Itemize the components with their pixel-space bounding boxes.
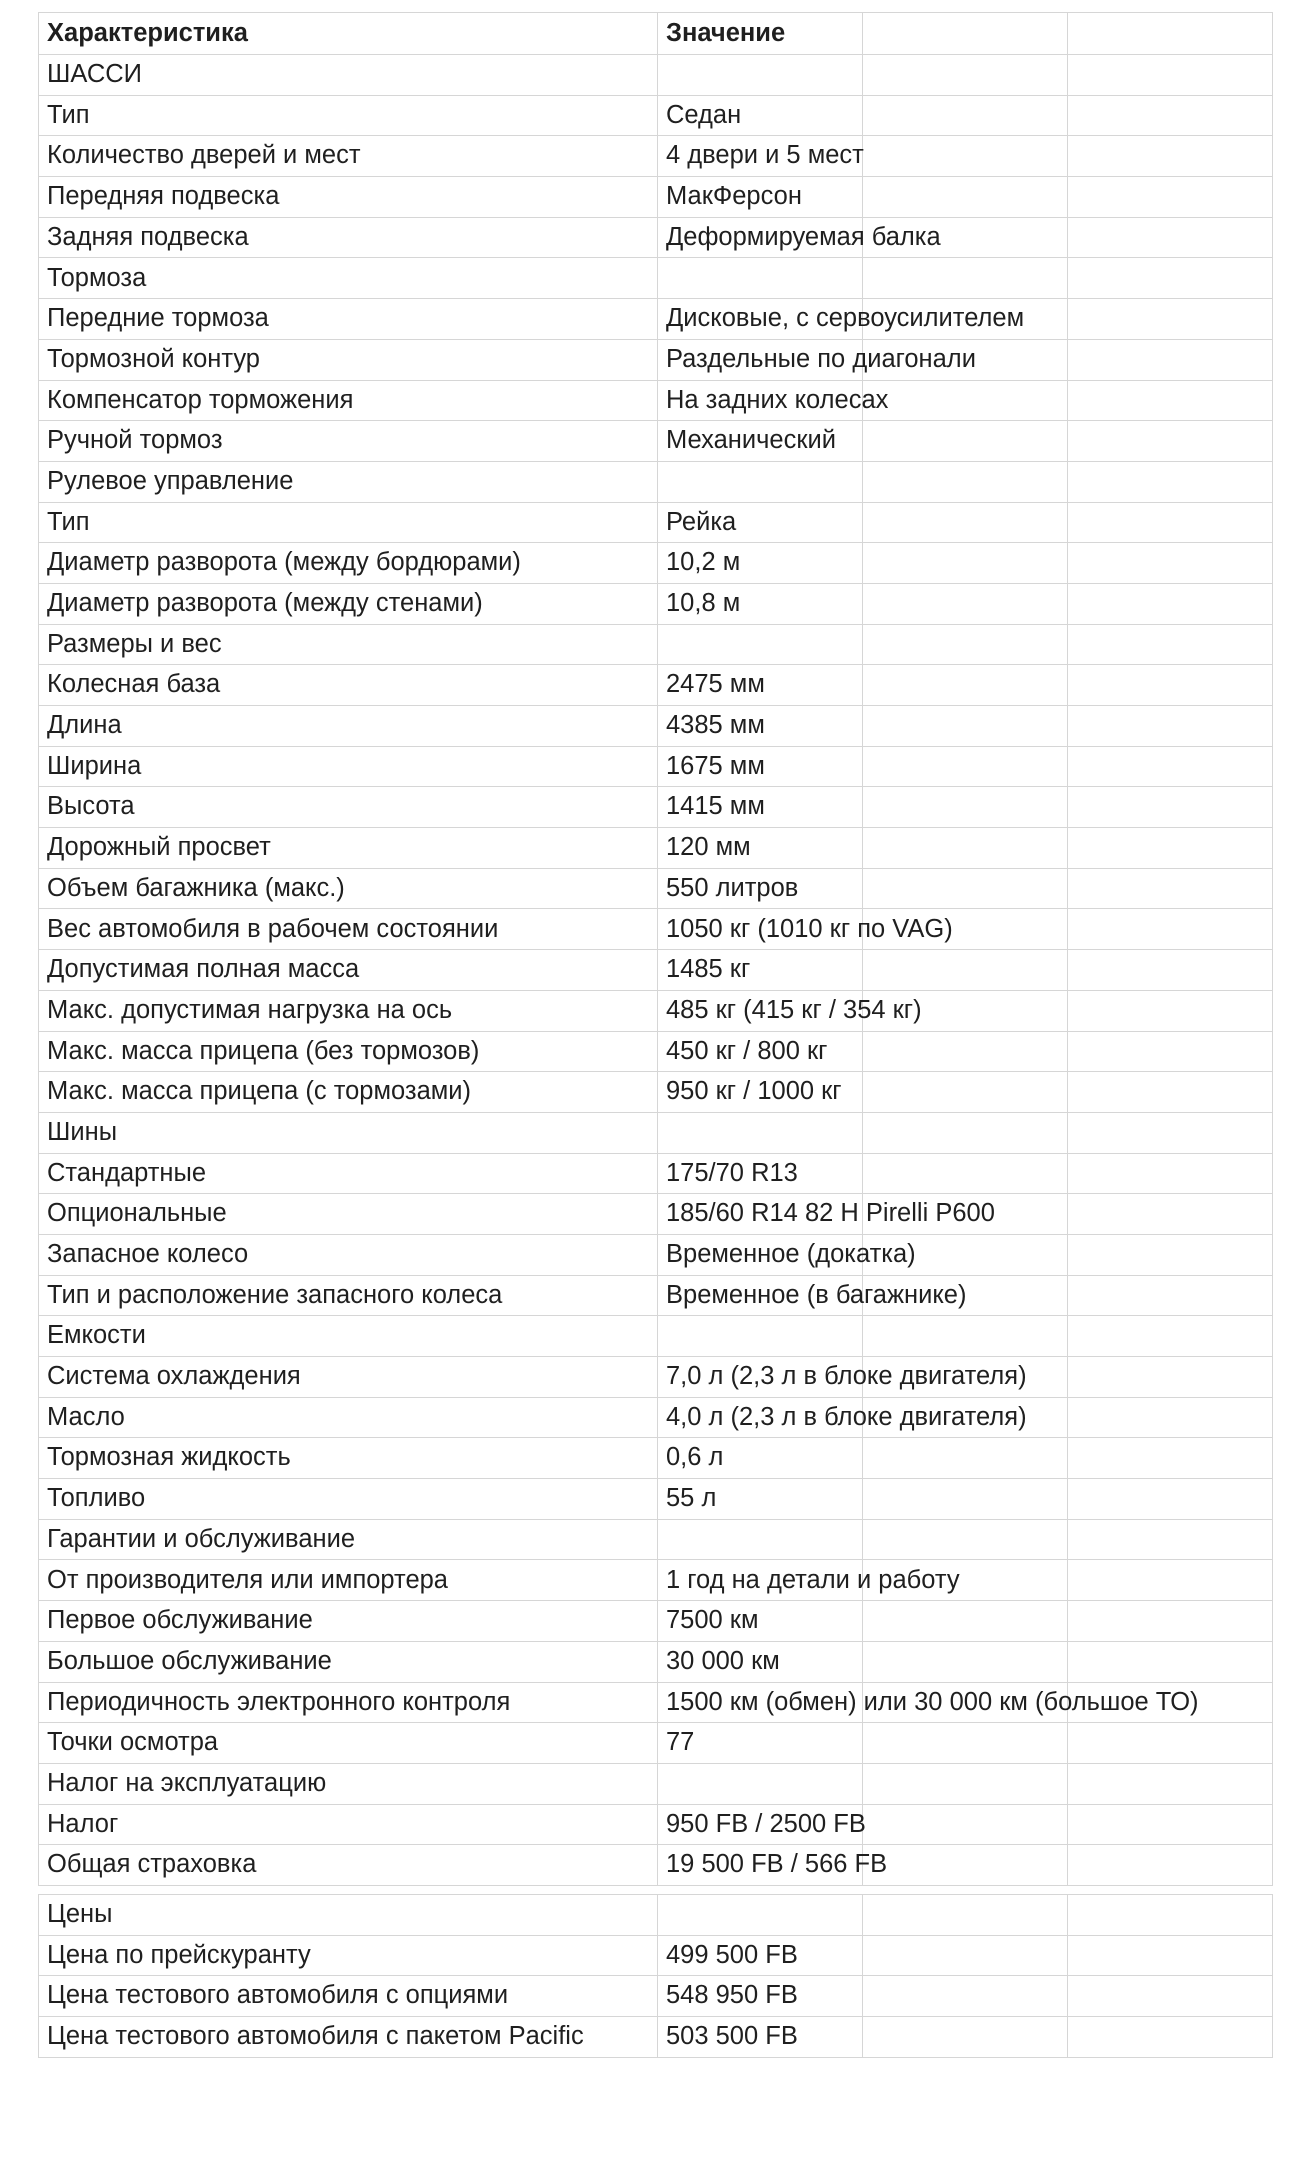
cell-value[interactable]: 4 двери и 5 мест bbox=[658, 136, 863, 177]
empty-cell[interactable] bbox=[1068, 299, 1273, 340]
cell-characteristic[interactable]: Длина bbox=[39, 706, 658, 747]
cell-characteristic[interactable]: Первое обслуживание bbox=[39, 1601, 658, 1642]
cell-characteristic[interactable]: Вес автомобиля в рабочем состоянии bbox=[39, 909, 658, 950]
empty-cell[interactable] bbox=[863, 55, 1068, 96]
empty-cell[interactable] bbox=[863, 787, 1068, 828]
cell-value[interactable]: 7,0 л (2,3 л в блоке двигателя) bbox=[658, 1357, 863, 1398]
empty-cell[interactable] bbox=[1068, 2017, 1273, 2058]
cell-characteristic[interactable]: Тип bbox=[39, 502, 658, 543]
empty-cell[interactable] bbox=[863, 1601, 1068, 1642]
cell-value[interactable]: 485 кг (415 кг / 354 кг) bbox=[658, 990, 863, 1031]
empty-cell[interactable] bbox=[1068, 1641, 1273, 1682]
cell-characteristic[interactable]: Ручной тормоз bbox=[39, 421, 658, 462]
cell-characteristic[interactable]: Общая страховка bbox=[39, 1845, 658, 1886]
empty-cell[interactable] bbox=[863, 543, 1068, 584]
empty-cell[interactable] bbox=[863, 665, 1068, 706]
cell-value[interactable]: 499 500 FB bbox=[658, 1935, 863, 1976]
table-row bbox=[39, 136, 1273, 177]
table-row bbox=[39, 1804, 1273, 1845]
cell-characteristic[interactable]: Колесная база bbox=[39, 665, 658, 706]
cell-characteristic[interactable]: Тип и расположение запасного колеса bbox=[39, 1275, 658, 1316]
empty-cell[interactable] bbox=[1068, 1935, 1273, 1976]
cell-characteristic[interactable]: Тип bbox=[39, 95, 658, 136]
table-row bbox=[39, 1763, 1273, 1804]
table-row bbox=[39, 1894, 1273, 1935]
cell-characteristic[interactable]: Налог на эксплуатацию bbox=[39, 1763, 658, 1804]
cell-characteristic[interactable]: Опциональные bbox=[39, 1194, 658, 1235]
cell-value[interactable]: 4,0 л (2,3 л в блоке двигателя) bbox=[658, 1397, 863, 1438]
table-row bbox=[39, 746, 1273, 787]
empty-cell[interactable] bbox=[1068, 177, 1273, 218]
cell-characteristic[interactable]: Тормоза bbox=[39, 258, 658, 299]
table-gap bbox=[38, 1886, 1272, 1894]
empty-cell[interactable] bbox=[1068, 1153, 1273, 1194]
empty-cell[interactable] bbox=[863, 1845, 1068, 1886]
empty-cell[interactable] bbox=[1068, 950, 1273, 991]
cell-characteristic[interactable]: Ширина bbox=[39, 746, 658, 787]
table-row bbox=[39, 2017, 1273, 2058]
cell-value[interactable]: Седан bbox=[658, 95, 863, 136]
table-row bbox=[39, 1845, 1273, 1886]
empty-cell[interactable] bbox=[1068, 868, 1273, 909]
table-row bbox=[39, 1601, 1273, 1642]
cell-characteristic[interactable]: Стандартные bbox=[39, 1153, 658, 1194]
table-row bbox=[39, 1438, 1273, 1479]
empty-cell[interactable] bbox=[1068, 1316, 1273, 1357]
empty-cell[interactable] bbox=[863, 583, 1068, 624]
empty-cell[interactable] bbox=[863, 1112, 1068, 1153]
cell-characteristic[interactable]: Размеры и вес bbox=[39, 624, 658, 665]
cell-characteristic[interactable]: Гарантии и обслуживание bbox=[39, 1519, 658, 1560]
cell-characteristic[interactable]: Налог bbox=[39, 1804, 658, 1845]
price-table-body bbox=[39, 1894, 1273, 2057]
empty-cell[interactable] bbox=[1068, 1031, 1273, 1072]
empty-cell[interactable] bbox=[1068, 624, 1273, 665]
empty-cell[interactable] bbox=[863, 1153, 1068, 1194]
cell-value[interactable]: 55 л bbox=[658, 1479, 863, 1520]
table-row bbox=[39, 421, 1273, 462]
table-row bbox=[39, 583, 1273, 624]
cell-value[interactable]: 1415 мм bbox=[658, 787, 863, 828]
cell-characteristic[interactable]: Точки осмотра bbox=[39, 1723, 658, 1764]
table-row bbox=[39, 787, 1273, 828]
cell-value[interactable]: 1485 кг bbox=[658, 950, 863, 991]
cell-characteristic[interactable]: Цены bbox=[39, 1894, 658, 1935]
table-row bbox=[39, 339, 1273, 380]
cell-value[interactable]: 1050 кг (1010 кг по VAG) bbox=[658, 909, 863, 950]
empty-cell[interactable] bbox=[863, 1976, 1068, 2017]
cell-characteristic[interactable]: Количество дверей и мест bbox=[39, 136, 658, 177]
empty-cell[interactable] bbox=[1068, 1763, 1273, 1804]
cell-value[interactable]: 1 год на детали и работу bbox=[658, 1560, 863, 1601]
table-row bbox=[39, 1976, 1273, 2017]
table-row bbox=[39, 543, 1273, 584]
table-row bbox=[39, 828, 1273, 869]
table-row bbox=[39, 1194, 1273, 1235]
table-row bbox=[39, 1641, 1273, 1682]
empty-cell[interactable] bbox=[863, 136, 1068, 177]
empty-cell[interactable] bbox=[863, 1763, 1068, 1804]
table-row bbox=[39, 461, 1273, 502]
cell-value[interactable]: 185/60 R14 82 H Pirelli P600 bbox=[658, 1194, 863, 1235]
cell-value[interactable]: 0,6 л bbox=[658, 1438, 863, 1479]
table-row bbox=[39, 909, 1273, 950]
cell-value[interactable] bbox=[658, 461, 863, 502]
table-row bbox=[39, 1357, 1273, 1398]
table-row bbox=[39, 1397, 1273, 1438]
empty-cell[interactable] bbox=[863, 950, 1068, 991]
cell-characteristic[interactable]: ШАССИ bbox=[39, 55, 658, 96]
empty-cell[interactable] bbox=[863, 1438, 1068, 1479]
cell-value[interactable] bbox=[658, 1894, 863, 1935]
empty-cell[interactable] bbox=[863, 1804, 1068, 1845]
cell-value[interactable]: 10,2 м bbox=[658, 543, 863, 584]
table-row bbox=[39, 1479, 1273, 1520]
cell-value[interactable]: На задних колесах bbox=[658, 380, 863, 421]
cell-value[interactable]: 175/70 R13 bbox=[658, 1153, 863, 1194]
empty-cell[interactable] bbox=[1068, 665, 1273, 706]
empty-cell[interactable] bbox=[1068, 746, 1273, 787]
table-row bbox=[39, 1072, 1273, 1113]
empty-cell[interactable] bbox=[1068, 258, 1273, 299]
cell-value[interactable]: 550 литров bbox=[658, 868, 863, 909]
header-row bbox=[39, 13, 1273, 55]
table-row bbox=[39, 665, 1273, 706]
cell-characteristic[interactable]: Запасное колесо bbox=[39, 1234, 658, 1275]
cell-value[interactable] bbox=[658, 1519, 863, 1560]
empty-cell[interactable] bbox=[863, 2017, 1068, 2058]
cell-value[interactable]: 1675 мм bbox=[658, 746, 863, 787]
empty-cell[interactable] bbox=[1068, 1723, 1273, 1764]
empty-cell[interactable] bbox=[1068, 55, 1273, 96]
cell-characteristic[interactable]: Цена тестового автомобиля с пакетом Pacific bbox=[39, 2017, 658, 2058]
cell-value[interactable] bbox=[658, 1112, 863, 1153]
cell-characteristic[interactable]: Макс. масса прицепа (с тормозами) bbox=[39, 1072, 658, 1113]
table-row bbox=[39, 1519, 1273, 1560]
cell-value[interactable]: 77 bbox=[658, 1723, 863, 1764]
empty-cell[interactable] bbox=[863, 1935, 1068, 1976]
cell-characteristic[interactable]: Компенсатор торможения bbox=[39, 380, 658, 421]
empty-cell[interactable] bbox=[1068, 1275, 1273, 1316]
empty-cell[interactable] bbox=[863, 502, 1068, 543]
empty-cell[interactable] bbox=[863, 1894, 1068, 1935]
empty-cell[interactable] bbox=[863, 461, 1068, 502]
empty-cell[interactable] bbox=[1068, 461, 1273, 502]
table-row bbox=[39, 1275, 1273, 1316]
table-row bbox=[39, 177, 1273, 218]
cell-value[interactable]: 4385 мм bbox=[658, 706, 863, 747]
cell-value[interactable] bbox=[658, 624, 863, 665]
cell-characteristic[interactable]: Тормозная жидкость bbox=[39, 1438, 658, 1479]
table-row bbox=[39, 1935, 1273, 1976]
cell-characteristic[interactable]: Масло bbox=[39, 1397, 658, 1438]
cell-characteristic[interactable]: Допустимая полная масса bbox=[39, 950, 658, 991]
table-row bbox=[39, 1234, 1273, 1275]
table-row bbox=[39, 990, 1273, 1031]
cell-value[interactable]: 19 500 FB / 566 FB bbox=[658, 1845, 863, 1886]
empty-cell[interactable] bbox=[1068, 1601, 1273, 1642]
table-row bbox=[39, 95, 1273, 136]
empty-cell[interactable] bbox=[1068, 502, 1273, 543]
table-row bbox=[39, 217, 1273, 258]
empty-cell[interactable] bbox=[1068, 1519, 1273, 1560]
cell-value[interactable]: 30 000 км bbox=[658, 1641, 863, 1682]
cell-characteristic[interactable]: Большое обслуживание bbox=[39, 1641, 658, 1682]
empty-cell[interactable] bbox=[1068, 380, 1273, 421]
header-characteristic[interactable]: Характеристика bbox=[39, 13, 658, 55]
table-row bbox=[39, 299, 1273, 340]
empty-cell[interactable] bbox=[1068, 909, 1273, 950]
cell-characteristic[interactable]: Диаметр разворота (между стенами) bbox=[39, 583, 658, 624]
table-row bbox=[39, 502, 1273, 543]
empty-cell[interactable] bbox=[1068, 95, 1273, 136]
cell-characteristic[interactable]: Емкости bbox=[39, 1316, 658, 1357]
cell-characteristic[interactable]: Рулевое управление bbox=[39, 461, 658, 502]
cell-characteristic[interactable]: Шины bbox=[39, 1112, 658, 1153]
empty-cell[interactable] bbox=[1068, 583, 1273, 624]
spec-sheet bbox=[38, 12, 1272, 2058]
cell-characteristic[interactable]: Периодичность электронного контроля bbox=[39, 1682, 658, 1723]
empty-cell[interactable] bbox=[1068, 1560, 1273, 1601]
empty-cell[interactable] bbox=[863, 828, 1068, 869]
table-row bbox=[39, 55, 1273, 96]
empty-cell[interactable] bbox=[1068, 217, 1273, 258]
spec-table bbox=[38, 12, 1273, 1886]
empty-cell[interactable] bbox=[863, 380, 1068, 421]
empty-cell[interactable] bbox=[863, 624, 1068, 665]
table-row bbox=[39, 706, 1273, 747]
cell-characteristic[interactable]: Тормозной контур bbox=[39, 339, 658, 380]
cell-value[interactable]: Временное (в багажнике) bbox=[658, 1275, 863, 1316]
cell-characteristic[interactable]: Задняя подвеска bbox=[39, 217, 658, 258]
cell-value[interactable]: 503 500 FB bbox=[658, 2017, 863, 2058]
empty-cell[interactable] bbox=[1068, 1976, 1273, 2017]
cell-value[interactable] bbox=[658, 1316, 863, 1357]
table-row bbox=[39, 1316, 1273, 1357]
cell-characteristic[interactable]: Передняя подвеска bbox=[39, 177, 658, 218]
cell-value[interactable] bbox=[658, 55, 863, 96]
header-value[interactable]: Значение bbox=[658, 13, 863, 55]
empty-cell[interactable] bbox=[1068, 1112, 1273, 1153]
empty-cell[interactable] bbox=[1068, 339, 1273, 380]
empty-cell[interactable] bbox=[1068, 828, 1273, 869]
empty-cell[interactable] bbox=[863, 1723, 1068, 1764]
empty-cell[interactable] bbox=[863, 1479, 1068, 1520]
empty-cell[interactable] bbox=[1068, 1072, 1273, 1113]
empty-cell[interactable] bbox=[863, 258, 1068, 299]
empty-cell[interactable] bbox=[1068, 1357, 1273, 1398]
empty-cell[interactable] bbox=[863, 421, 1068, 462]
empty-cell[interactable] bbox=[1068, 706, 1273, 747]
empty-cell[interactable] bbox=[1068, 1479, 1273, 1520]
spec-table-body bbox=[39, 13, 1273, 1886]
cell-characteristic[interactable]: Топливо bbox=[39, 1479, 658, 1520]
empty-cell[interactable] bbox=[1068, 990, 1273, 1031]
cell-value[interactable]: Временное (докатка) bbox=[658, 1234, 863, 1275]
empty-cell[interactable] bbox=[1068, 787, 1273, 828]
cell-value[interactable]: 10,8 м bbox=[658, 583, 863, 624]
empty-cell[interactable] bbox=[1068, 1234, 1273, 1275]
empty-cell[interactable] bbox=[1068, 543, 1273, 584]
cell-characteristic[interactable]: Диаметр разворота (между бордюрами) bbox=[39, 543, 658, 584]
cell-value[interactable]: 7500 км bbox=[658, 1601, 863, 1642]
cell-value[interactable]: 2475 мм bbox=[658, 665, 863, 706]
empty-cell[interactable] bbox=[1068, 1397, 1273, 1438]
empty-cell[interactable] bbox=[863, 1072, 1068, 1113]
empty-cell[interactable] bbox=[1068, 13, 1273, 55]
table-row bbox=[39, 1031, 1273, 1072]
table-row bbox=[39, 1682, 1273, 1723]
cell-value[interactable]: 548 950 FB bbox=[658, 1976, 863, 2017]
empty-cell[interactable] bbox=[1068, 1438, 1273, 1479]
empty-cell[interactable] bbox=[1068, 421, 1273, 462]
cell-value[interactable] bbox=[658, 258, 863, 299]
cell-value[interactable]: МакФерсон bbox=[658, 177, 863, 218]
price-table bbox=[38, 1894, 1273, 2058]
cell-characteristic[interactable]: Передние тормоза bbox=[39, 299, 658, 340]
cell-value[interactable]: 450 кг / 800 кг bbox=[658, 1031, 863, 1072]
cell-characteristic[interactable]: Цена по прейскуранту bbox=[39, 1935, 658, 1976]
empty-cell[interactable] bbox=[863, 1641, 1068, 1682]
empty-cell[interactable] bbox=[863, 1519, 1068, 1560]
cell-characteristic[interactable]: Цена тестового автомобиля с опциями bbox=[39, 1976, 658, 2017]
empty-cell[interactable] bbox=[863, 13, 1068, 55]
empty-cell[interactable] bbox=[863, 868, 1068, 909]
table-row bbox=[39, 1560, 1273, 1601]
cell-value[interactable]: Механический bbox=[658, 421, 863, 462]
empty-cell[interactable] bbox=[863, 1316, 1068, 1357]
table-row bbox=[39, 868, 1273, 909]
empty-cell[interactable] bbox=[1068, 136, 1273, 177]
cell-characteristic[interactable]: Дорожный просвет bbox=[39, 828, 658, 869]
empty-cell[interactable] bbox=[1068, 1804, 1273, 1845]
cell-characteristic[interactable]: Макс. допустимая нагрузка на ось bbox=[39, 990, 658, 1031]
cell-value[interactable]: 950 кг / 1000 кг bbox=[658, 1072, 863, 1113]
cell-characteristic[interactable]: Макс. масса прицепа (без тормозов) bbox=[39, 1031, 658, 1072]
table-row bbox=[39, 380, 1273, 421]
empty-cell[interactable] bbox=[863, 177, 1068, 218]
table-row bbox=[39, 624, 1273, 665]
cell-characteristic[interactable]: Высота bbox=[39, 787, 658, 828]
table-row bbox=[39, 950, 1273, 991]
cell-value[interactable]: 950 FB / 2500 FB bbox=[658, 1804, 863, 1845]
cell-value[interactable]: Дисковые, с сервоусилителем bbox=[658, 299, 863, 340]
table-row bbox=[39, 258, 1273, 299]
empty-cell[interactable] bbox=[863, 706, 1068, 747]
cell-value[interactable]: Раздельные по диагонали bbox=[658, 339, 863, 380]
empty-cell[interactable] bbox=[1068, 1845, 1273, 1886]
cell-characteristic[interactable]: От производителя или импортера bbox=[39, 1560, 658, 1601]
cell-value[interactable]: Рейка bbox=[658, 502, 863, 543]
table-row bbox=[39, 1723, 1273, 1764]
empty-cell[interactable] bbox=[1068, 1194, 1273, 1235]
empty-cell[interactable] bbox=[1068, 1894, 1273, 1935]
table-row bbox=[39, 1112, 1273, 1153]
cell-value[interactable]: 120 мм bbox=[658, 828, 863, 869]
table-row bbox=[39, 1153, 1273, 1194]
empty-cell[interactable] bbox=[863, 1031, 1068, 1072]
cell-value[interactable]: 1500 км (обмен) или 30 000 км (большое ТО) bbox=[658, 1682, 863, 1723]
cell-characteristic[interactable]: Объем багажника (макс.) bbox=[39, 868, 658, 909]
cell-value[interactable] bbox=[658, 1763, 863, 1804]
cell-characteristic[interactable]: Система охлаждения bbox=[39, 1357, 658, 1398]
empty-cell[interactable] bbox=[863, 95, 1068, 136]
cell-value[interactable]: Деформируемая балка bbox=[658, 217, 863, 258]
empty-cell[interactable] bbox=[863, 746, 1068, 787]
